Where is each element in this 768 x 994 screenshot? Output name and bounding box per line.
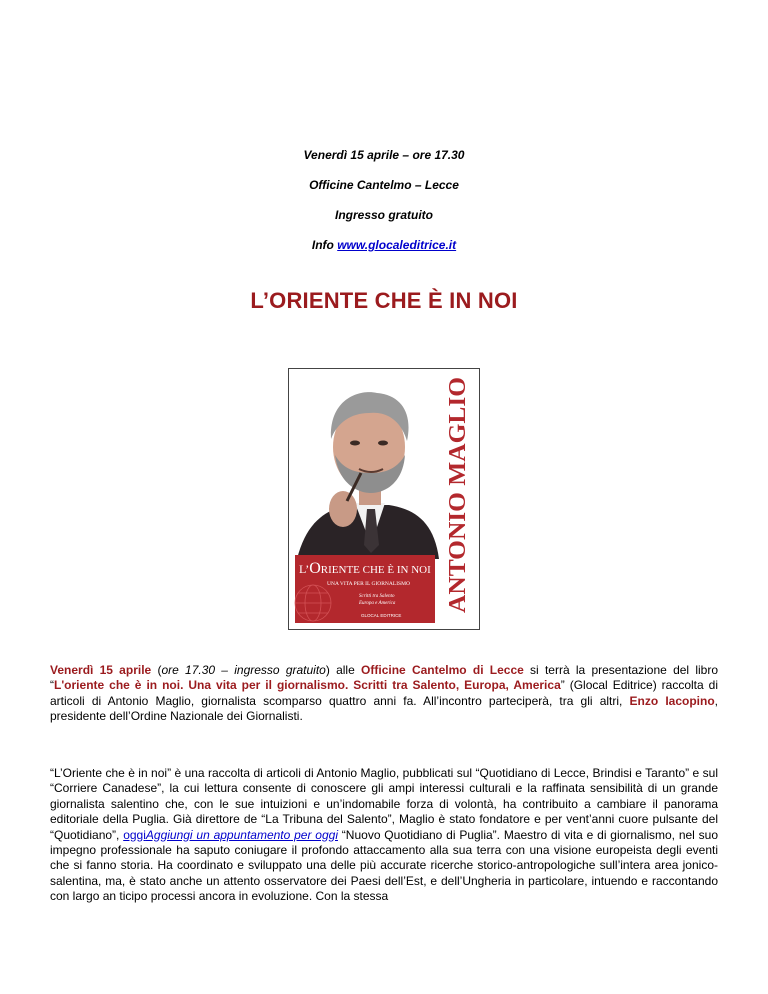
book-cover-art bbox=[289, 369, 479, 629]
intro-paragraph bbox=[50, 663, 718, 725]
event-venue: Officine Cantelmo – Lecce bbox=[309, 178, 459, 192]
cover-author: ANTONIO MAGLIO bbox=[445, 390, 471, 613]
info-prefix: Info bbox=[311, 238, 338, 252]
cover-title-big-o: O bbox=[309, 560, 321, 577]
headline: L’ORIENTE CHE È IN NOI bbox=[250, 288, 518, 313]
event-date-time: Venerdì 15 aprile – ore 17.30 bbox=[303, 148, 465, 162]
cover-title-prefix: L’ bbox=[299, 562, 310, 576]
p1-guest-name: Enzo Iacopino bbox=[629, 693, 715, 708]
p2-text: “L’Oriente che è in noi” è una raccolta di articoli di Antonio Maglio, pubblicati sul “Quotidiano di Lecce, Brindisi e Taranto” e sul “Corriere Canadese”, la cui lettura consente di conoscere gli ampi interessi culturali e la raffinata sensibilità di un grande giornalista salentino che, con le sue intuizioni e un’indomabile forza di volontà, ha contribuito a cambiare il panorama editoriale della Puglia. Già direttore de “La Tribuna del Salento”, Maglio è stato fondatore e per vent’anni cuore pulsante del “Quotidiano”, bbox=[50, 766, 718, 842]
p1-text: ” (Glocal Editrice) raccolta di articoli di Antonio Maglio, giornalista scomparso quattro anni fa. All’incontro parteciperà, tra gli altri, bbox=[50, 678, 718, 708]
event-info bbox=[0, 140, 768, 260]
oggi-link[interactable]: oggi bbox=[123, 827, 146, 842]
p1-venue: Officine Cantelmo di Lecce bbox=[361, 663, 524, 677]
p1-text: ) alle bbox=[325, 663, 362, 677]
p2-text: “Nuovo Quotidiano di Puglia”. Maestro di vita e di giornalismo, nel suo impegno professionale ha saputo coniugare il profondo attaccamento alla sua terra con una visione europeista degli eventi che si fanno storia. Ha coordinato e sviluppato una delle più accurate ricerche storico-antropologiche sull’intera area jonico-salentina, ma, è stato anche un attento osservatore dei Paesi dell’Est, e dell’Ungheria in particolare, intuendo e raccontando con largo an ticipo processi ancora in evoluzione. Con la stessa bbox=[50, 827, 718, 904]
cover-note-line1: Scritti tra Salento bbox=[359, 594, 395, 599]
cover-note-line2: Europa e America bbox=[359, 601, 396, 606]
p1-time-entry: ore 17.30 – ingresso gratuito bbox=[161, 663, 326, 677]
p1-date: Venerdì 15 aprile bbox=[50, 663, 152, 677]
cover-subtitle: UNA VITA PER IL GIORNALISMO bbox=[327, 581, 410, 587]
event-entry: Ingresso gratuito bbox=[334, 208, 433, 222]
p1-text: , presidente dell’Ordine Nazionale dei Giornalisti. bbox=[50, 693, 718, 724]
p1-text: si terrà la presentazione del libro “ bbox=[50, 663, 719, 693]
p1-book-title: L'oriente che è in noi. Una vita per il giornalismo. Scritti tra Salento, Europa, America bbox=[54, 678, 561, 693]
website-link[interactable]: www.glocaleditrice.it bbox=[337, 238, 457, 252]
description-paragraph bbox=[50, 766, 718, 905]
book-cover bbox=[288, 368, 480, 630]
cover-publisher: GLOCAL EDITRICE bbox=[361, 613, 402, 618]
p1-text: ( bbox=[151, 663, 162, 677]
event-info-line bbox=[0, 230, 768, 260]
add-appointment-link[interactable]: Aggiungi un appuntamento per oggi bbox=[145, 827, 338, 842]
cover-title-rest: RIENTE CHE È IN NOI bbox=[320, 564, 431, 576]
portrait-hand bbox=[329, 491, 357, 527]
